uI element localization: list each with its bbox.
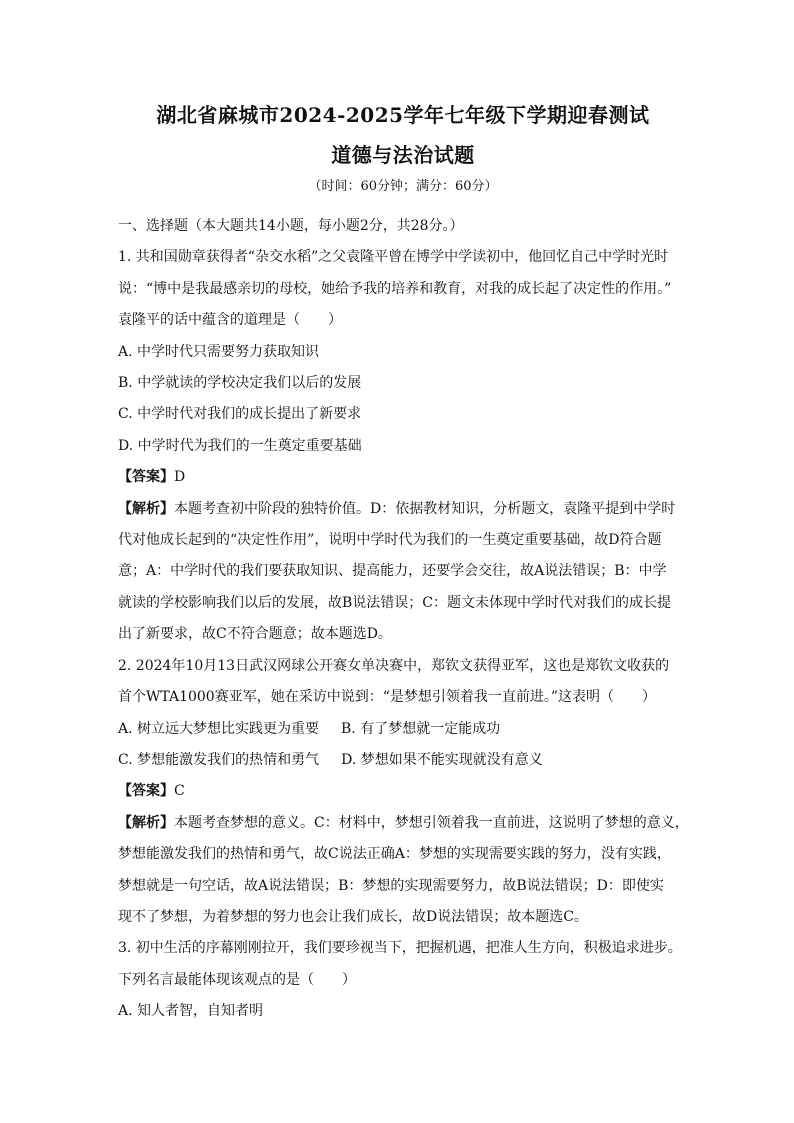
option-c: C. 梦想能激发我们的热情和勇气: [118, 751, 320, 768]
section-heading: 一、选择题（本大题共14小题，每小题2分，共28分。）: [118, 218, 464, 234]
option-a: A. 中学时代只需要努力获取知识: [118, 343, 320, 360]
option-b: B. 中学就读的学校决定我们以后的发展: [118, 375, 362, 392]
option-a: A. 知人者智，自知者明: [118, 1003, 264, 1020]
analysis-line: [118, 808, 688, 839]
document-body: [118, 100, 688, 1028]
option-d: D. 梦想如果不能实现就没有意义: [341, 751, 543, 768]
option-a: A. 树立远大梦想比实践更为重要: [118, 720, 320, 737]
question-stem-line: 3. 初中生活的序幕刚刚拉开，我们要珍视当下，把握机遇，把准人生方向，积极追求进步。: [118, 940, 682, 957]
question-1: [118, 242, 688, 650]
analysis-line: 意；A：中学时代的我们要获取知识、提高能力，还要学会交往，故A说法错误；B：中学: [118, 563, 667, 580]
analysis-text: 本题考查梦想的意义。C：材料中，梦想引领着我一直前进，这说明了梦想的意义，: [174, 814, 689, 831]
analysis-line: 代对他成长起到的“决定性作用”，说明中学时代为我们的一生奠定重要基础，故D符合题: [118, 532, 662, 549]
option-b: B. 有了梦想就一定能成功: [341, 720, 501, 737]
analysis-line: 梦想就是一句空话，故A说法错误；B：梦想的实现需要努力，故B说法错误；D：即使实: [118, 877, 664, 894]
question-stem-line: 1. 共和国勋章获得者“杂交水稻”之父袁隆平曾在博学中学读初中，他回忆自己中学时光时: [118, 249, 669, 266]
answer-line: [118, 776, 688, 807]
analysis-line: 就读的学校影响我们以后的发展，故B说法错误；C：题文未体现中学时代对我们的成长提: [118, 594, 671, 611]
question-2: [118, 651, 688, 934]
analysis-line: 现不了梦想，为着梦想的努力也会让我们成长，故D说法错误；故本题选C。: [118, 908, 588, 925]
options-row-ab: [118, 714, 688, 745]
exam-subject-title: 道德与法治试题: [331, 143, 475, 167]
answer-tag: 【答案】: [118, 783, 174, 800]
question-stem-line: 首个WTA1000赛亚军，她在采访中说到：“是梦想引领着我一直前进。”这表明（ ）: [118, 689, 657, 706]
analysis-line: 出了新要求，故C不符合题意；故本题选D。: [118, 626, 392, 643]
question-3: [118, 933, 688, 1027]
question-stem-line: 说：“博中是我最感亲切的母校，她给予我的培养和教育，对我的成长起了决定性的作用。”: [118, 280, 672, 297]
question-stem-line: 下列名言最能体现该观点的是（ ）: [118, 971, 356, 988]
question-stem-line: 2. 2024年10月13日武汉网球公开赛女单决赛中，郑钦文获得亚军，这也是郑钦文收获的: [118, 657, 670, 674]
analysis-line: [118, 494, 688, 525]
options-row-cd: [118, 745, 688, 776]
exam-meta: （时间：60分钟；满分：60分）: [308, 179, 498, 194]
analysis-line: 梦想能激发我们的热情和勇气，故C说法正确A：梦想的实现需要实践的努力，没有实践，: [118, 846, 671, 863]
analysis-tag: 【解析】: [118, 500, 174, 517]
answer-value: D: [174, 469, 186, 486]
exam-title: 湖北省麻城市2024-2025学年七年级下学期迎春测试: [156, 103, 650, 127]
answer-tag: 【答案】: [118, 469, 174, 486]
option-c: C. 中学时代对我们的成长提出了新要求: [118, 406, 362, 423]
option-d: D. 中学时代为我们的一生奠定重要基础: [118, 437, 362, 454]
answer-line: [118, 462, 688, 493]
analysis-tag: 【解析】: [118, 814, 174, 831]
question-stem-line: 袁隆平的话中蕴含的道理是（ ）: [118, 312, 342, 329]
analysis-text: 本题考查初中阶段的独特价值。D：依据教材知识，分析题文，袁隆平提到中学时: [174, 500, 676, 517]
answer-value: C: [174, 783, 185, 800]
